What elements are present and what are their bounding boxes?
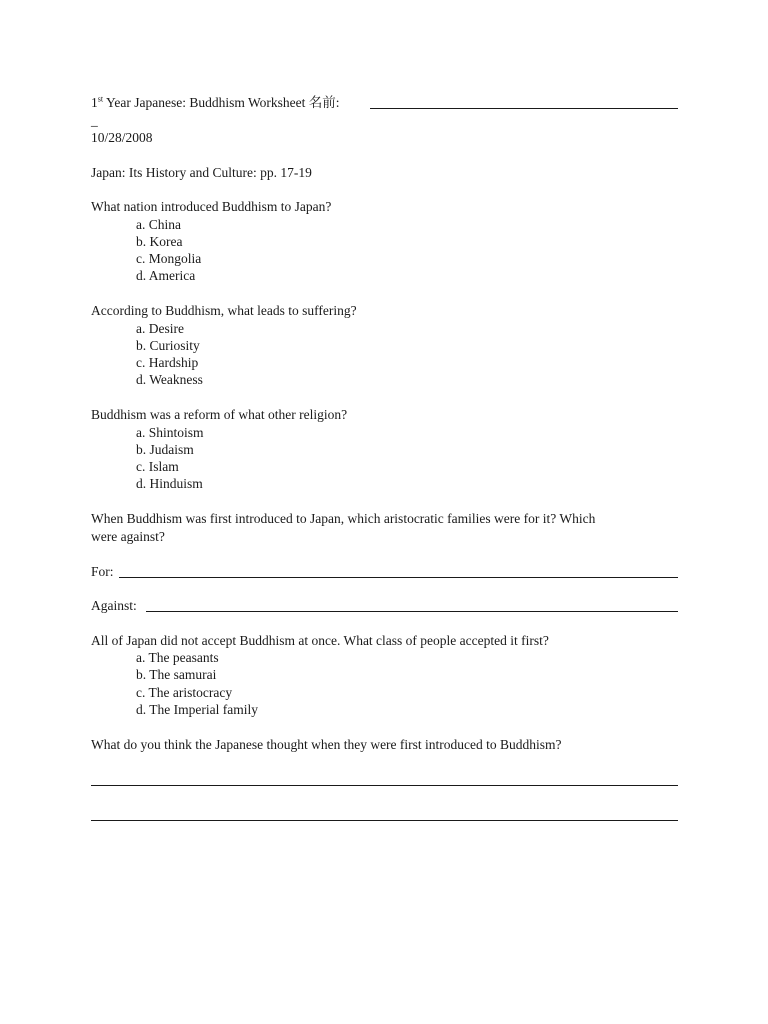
question-4-prompt-line-2: were against?	[91, 529, 165, 544]
title-text: Year Japanese: Buddhism Worksheet 名前:	[103, 95, 340, 110]
question-2-option-b[interactable]: b. Curiosity	[136, 338, 200, 353]
year-number: 1	[91, 95, 98, 110]
question-2-prompt: According to Buddhism, what leads to suffering?	[91, 303, 357, 318]
question-5-option-a[interactable]: a. The peasants	[136, 650, 219, 665]
question-3-option-a[interactable]: a. Shintoism	[136, 425, 204, 440]
question-5-option-d[interactable]: d. The Imperial family	[136, 702, 258, 717]
name-blank-line[interactable]	[370, 94, 678, 109]
question-1-option-b[interactable]: b. Korea	[136, 234, 183, 249]
worksheet-title	[91, 94, 339, 111]
question-5-option-c[interactable]: c. The aristocracy	[136, 685, 233, 700]
question-4-prompt-line-1: When Buddhism was first introduced to Japan, which aristocratic families were for it? Which	[91, 511, 596, 526]
against-answer-line[interactable]	[146, 597, 678, 612]
question-1-option-a[interactable]: a. China	[136, 217, 181, 232]
for-label: For:	[91, 564, 114, 579]
question-5-prompt: All of Japan did not accept Buddhism at once. What class of people accepted it first?	[91, 633, 549, 648]
question-3-option-d[interactable]: d. Hinduism	[136, 476, 203, 491]
for-answer-line[interactable]	[119, 563, 678, 578]
answer-line-1[interactable]	[91, 771, 678, 786]
question-1-option-d[interactable]: d. America	[136, 268, 196, 283]
question-2-option-d[interactable]: d. Weakness	[136, 372, 203, 387]
question-3-prompt: Buddhism was a reform of what other religion?	[91, 407, 348, 422]
against-label: Against:	[91, 598, 137, 613]
name-line-overflow: _	[91, 113, 98, 128]
answer-line-2[interactable]	[91, 806, 678, 821]
question-2-option-a[interactable]: a. Desire	[136, 321, 184, 336]
question-3-option-c[interactable]: c. Islam	[136, 459, 179, 474]
question-1-prompt: What nation introduced Buddhism to Japan?	[91, 199, 332, 214]
question-3-option-b[interactable]: b. Judaism	[136, 442, 194, 457]
question-2-option-c[interactable]: c. Hardship	[136, 355, 199, 370]
textbook-reference: Japan: Its History and Culture: pp. 17-19	[91, 165, 312, 180]
question-5-option-b[interactable]: b. The samurai	[136, 667, 217, 682]
worksheet-date: 10/28/2008	[91, 130, 153, 145]
year-suffix: st	[97, 94, 104, 104]
question-6-prompt: What do you think the Japanese thought when they were first introduced to Buddhism?	[91, 737, 562, 752]
question-1-option-c[interactable]: c. Mongolia	[136, 251, 202, 266]
